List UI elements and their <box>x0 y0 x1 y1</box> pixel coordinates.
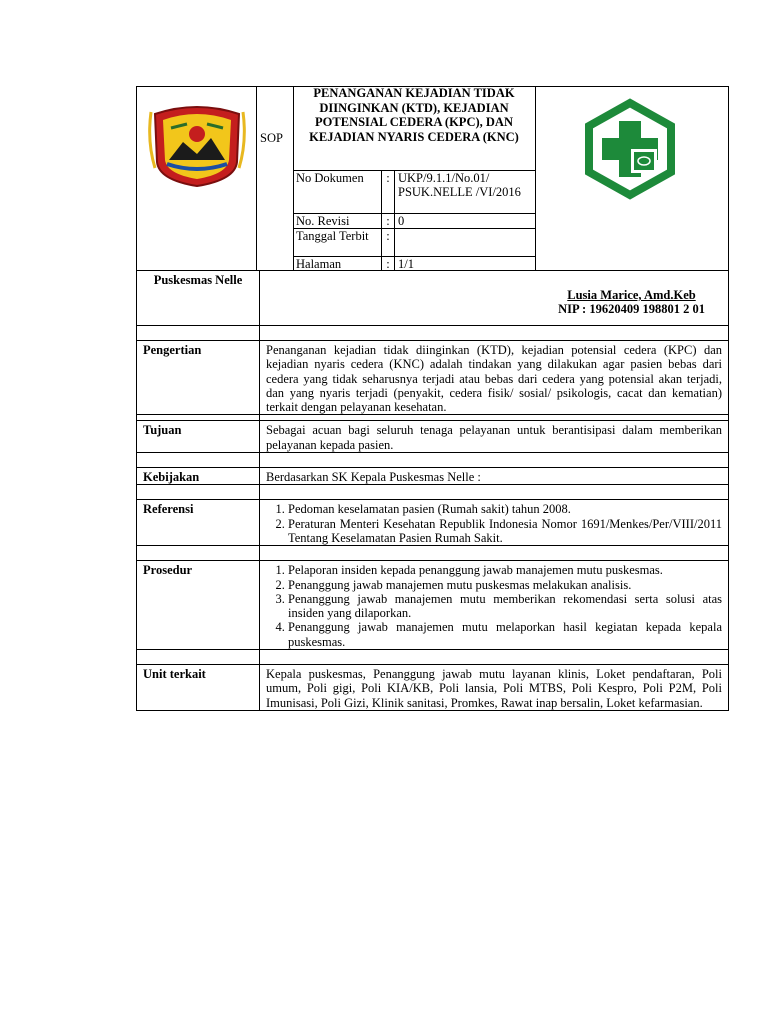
document-title-box <box>293 87 535 171</box>
meta-colon: : <box>382 213 395 228</box>
list-item: 2. Peraturan Menteri Kesehatan Republik Indonesia Nomor 1691/Menkes/Per/VIII/2011 Tentang Keselamatan Pasien Rumah Sakit. <box>288 517 722 546</box>
signatory-name: Lusia Marice, Amd.Keb <box>567 288 696 302</box>
section-list-cell <box>260 561 729 650</box>
meta-row <box>293 171 535 213</box>
meta-colon: : <box>382 256 395 271</box>
title-meta-cell <box>293 87 536 270</box>
meta-colon: : <box>382 228 395 256</box>
list-item: 3. Penanggung jawab manajemen mutu memberikan rekomendasi serta solusi atas insiden yang dilaporkan. <box>288 592 722 621</box>
section-text: Sebagai acuan bagi seluruh tenaga pelayanan untuk berantisipasi dalam memberikan pelayanan kepada pasien. <box>260 421 729 453</box>
meta-label: No Dokumen <box>296 171 364 185</box>
section-label: Kebijakan <box>137 468 260 485</box>
section-label: Prosedur <box>137 561 260 650</box>
list-item: 4. Penanggung jawab manajemen mutu melaporkan hasil kegiatan kepada kepala puskesmas. <box>288 620 722 649</box>
signature-block <box>535 271 728 325</box>
meta-value: 0 <box>395 213 536 228</box>
spacer-row <box>137 326 729 341</box>
prosedur-list <box>266 563 722 649</box>
list-item: 1. Pelaporan insiden kepada penanggung jawab manajemen mutu puskesmas. <box>288 563 722 577</box>
right-logo-cell <box>535 87 728 270</box>
section-kebijakan <box>137 468 729 485</box>
spacer-row <box>137 485 729 500</box>
meta-value <box>395 228 536 256</box>
left-logo-cell <box>137 87 257 270</box>
document-meta-table <box>293 171 535 271</box>
section-list-cell <box>260 500 729 546</box>
section-text: Penanganan kejadian tidak diinginkan (KTD), kejadian potensial cedera (KPC) dan kejadian nyaris cedera (KNC) adalah tindakan yang dilakukan agar pasien bebas dari cedera yang tidak seharusnya terjadi atau bebas dari cedera yang potensial akan terjadi, dan yang nyaris terjadi (penyakit, cedera fisik/ sosial/ psikologis, cacat dan kematian) terkait dengan pelayanan kesehatan. <box>260 341 729 415</box>
section-pengertian <box>137 341 729 415</box>
section-prosedur <box>137 561 729 650</box>
section-label: Referensi <box>137 500 260 546</box>
sop-content-table <box>136 270 729 711</box>
spacer-row <box>137 453 729 468</box>
regional-emblem-logo-icon <box>137 87 256 270</box>
spacer-row <box>137 546 729 561</box>
meta-row <box>293 256 535 271</box>
puskesmas-name: Puskesmas Nelle <box>137 271 260 326</box>
meta-label: Tanggal Terbit <box>293 228 382 256</box>
meta-colon: : <box>382 171 395 213</box>
referensi-list <box>266 502 722 545</box>
list-item: 1. Pedoman keselamatan pasien (Rumah sakit) tahun 2008. <box>288 502 722 516</box>
document-title: PENANGANAN KEJADIAN TIDAK DIINGINKAN (KTD), KEJADIAN POTENSIAL CEDERA (KPC), DAN KEJADIAN NYARIS CEDERA (KNC) <box>309 86 519 144</box>
puskesmas-green-cross-logo-icon <box>535 87 728 270</box>
signature-row <box>137 271 729 326</box>
section-referensi <box>137 500 729 546</box>
section-unit-terkait <box>137 665 729 711</box>
signature-area <box>260 271 729 326</box>
section-text: Berdasarkan SK Kepala Puskesmas Nelle : <box>260 468 729 485</box>
sop-label: SOP <box>260 131 283 145</box>
spacer-row <box>137 650 729 665</box>
section-label: Pengertian <box>137 341 260 415</box>
section-label: Unit terkait <box>137 665 260 711</box>
list-item: 2. Penanggung jawab manajemen mutu puskesmas melakukan analisis. <box>288 578 722 592</box>
meta-row <box>293 228 535 256</box>
meta-label: No. Revisi <box>293 213 382 228</box>
meta-value: 1/1 <box>395 256 536 271</box>
meta-label: Halaman <box>293 256 382 271</box>
meta-value: UKP/9.1.1/No.01/ PSUK.NELLE /VI/2016 <box>395 171 536 213</box>
signatory-nip: NIP : 19620409 198801 2 01 <box>558 302 705 317</box>
section-label: Tujuan <box>137 421 260 453</box>
meta-row <box>293 213 535 228</box>
section-text: Kepala puskesmas, Penanggung jawab mutu layanan klinis, Loket pendaftaran, Poli umum, Poli gigi, Poli KIA/KB, Poli lansia, Poli MTBS, Poli Kespro, Poli P2M, Poli Imunisasi, Poli Gizi, Klinik sanitasi, Promkes, Rawat inap bersalin, Loket kefarmasian. <box>260 665 729 711</box>
sop-label-cell <box>256 87 294 270</box>
sop-header <box>136 86 729 271</box>
section-tujuan <box>137 421 729 453</box>
